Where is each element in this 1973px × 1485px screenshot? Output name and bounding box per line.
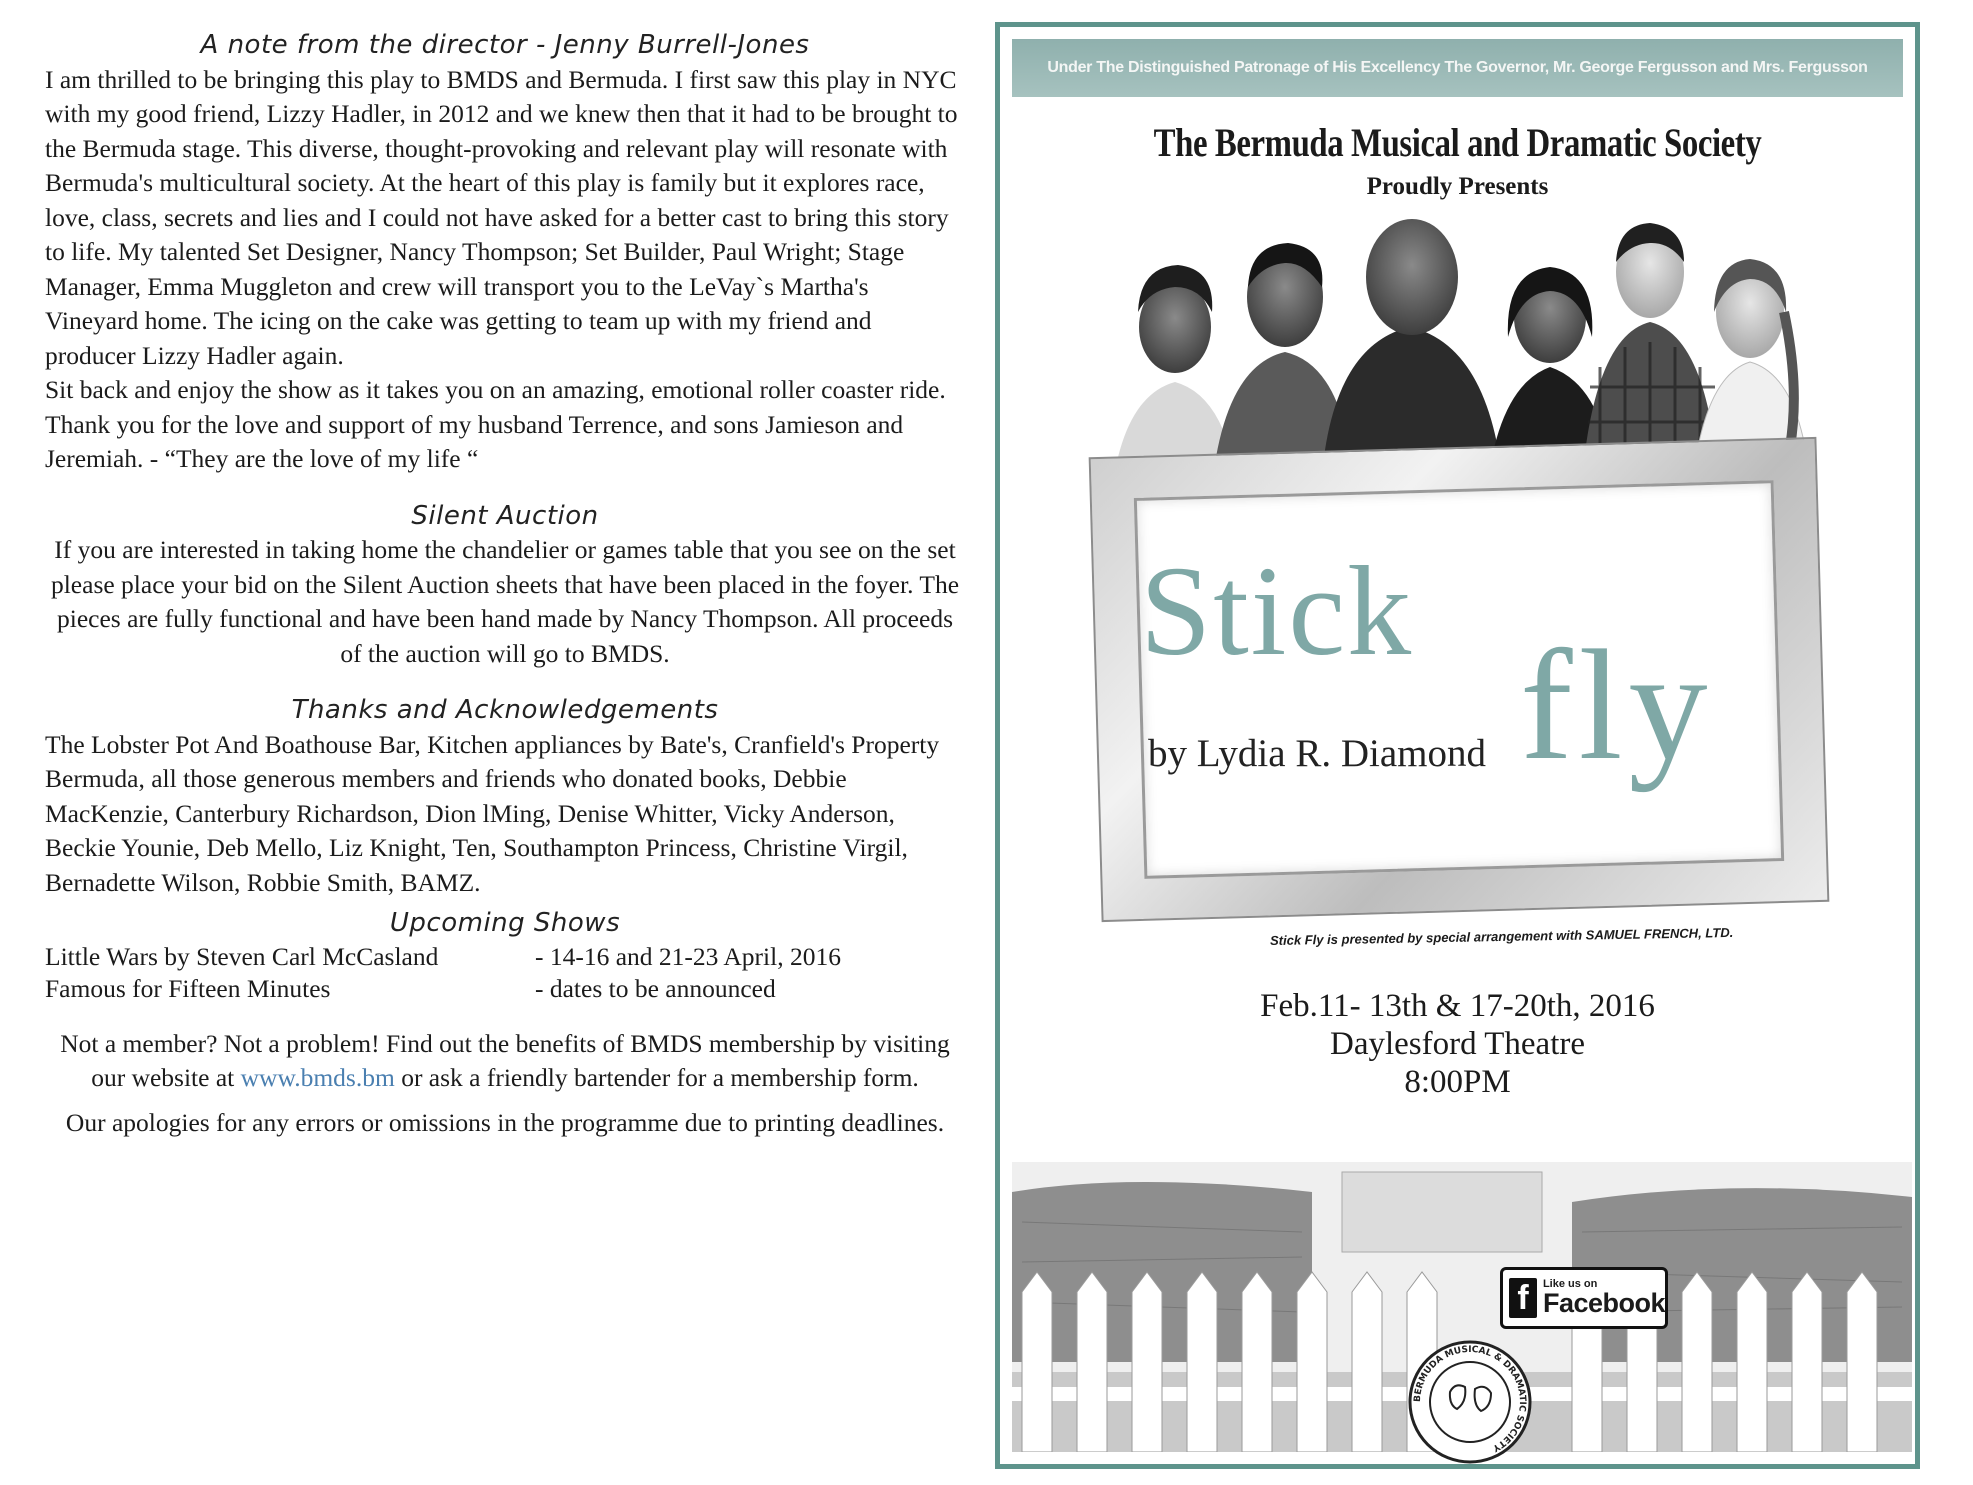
upcoming-dates: - dates to be announced	[535, 973, 776, 1003]
left-panel	[45, 28, 965, 1140]
membership-before: Not a member? Not a problem! Find out the benefits of BMDS membership by visiting our website at	[60, 1028, 950, 1092]
society-name: The Bermuda Musical and Dramatic Society	[1153, 120, 1762, 165]
show-details	[1000, 987, 1915, 1101]
upcoming-list	[45, 941, 965, 1005]
director-heading: A note from the director - Jenny Burrell-Jones	[200, 30, 810, 60]
website-link[interactable]: www.bmds.bm	[240, 1063, 395, 1092]
apology-text: Our apologies for any errors or omissions in the programme due to printing deadlines.	[65, 1107, 945, 1137]
director-note-p3: Thank you for the love and support of my husband Terrence, and sons Jamieson and Jeremiah. - “They are the love of my life “	[45, 409, 904, 473]
venue-name: Daylesford Theatre	[1329, 1026, 1586, 1062]
title-fly: fly	[1520, 618, 1714, 793]
patronage-banner: Under The Distinguished Patronage of His Excellency The Governor, Mr. George Fergusson and Mrs. Fergusson	[1012, 39, 1903, 97]
auction-heading: Silent Auction	[411, 500, 599, 531]
svg-text:BERMUDA MUSICAL & DRAMATIC SOC: BERMUDA MUSICAL & DRAMATIC SOCIETY	[1412, 1344, 1528, 1453]
show-dates: Feb.11- 13th & 17-20th, 2016	[1260, 988, 1655, 1024]
facebook-like-text: Like us on	[1542, 1278, 1598, 1290]
thanks-heading: Thanks and Acknowledgements	[291, 695, 719, 725]
playwright-byline: by Lydia R. Diamond	[1148, 732, 1486, 775]
cover-panel	[995, 22, 1920, 1469]
society-seal-logo	[1405, 1337, 1535, 1467]
director-note-p2: Sit back and enjoy the show as it takes you on an amazing, emotional roller coaster ride.	[45, 375, 946, 404]
membership-text	[45, 1027, 965, 1096]
membership-after: or ask a friendly bartender for a membership form.	[394, 1063, 919, 1092]
show-time: 8:00PM	[1404, 1064, 1511, 1100]
upcoming-heading: Upcoming Shows	[389, 908, 621, 938]
upcoming-title: Famous for Fifteen Minutes	[45, 973, 331, 1003]
auction-text: If you are interested in taking home the chandelier or games table that you see on the set please place your bid on the Silent Auction sheets that have been placed in the foyer. The pieces are fully functional and have been hand made by Nancy Thompson. All proceeds of the auction will go to BMDS.	[50, 535, 960, 668]
facebook-name: Facebook	[1542, 1288, 1665, 1318]
proudly-presents: Proudly Presents	[1366, 173, 1549, 200]
arrangement-note: Stick Fly is presented by special arrangement with SAMUEL FRENCH, LTD.	[1269, 924, 1734, 949]
director-note-p1: I am thrilled to be bringing this play to BMDS and Bermuda. I first saw this play in NYC with my good friend, Lizzy Hadler, in 2012 and we knew then that it had to be brought to the Bermuda stage. This diverse, thought-provoking and relevant play will resonate with Bermuda's multicultural society. At the heart of this play is family but it explores race, love, class, secrets and lies and I could not have asked for a better cast to bring this story to life. My talented Set Designer, Nancy Thompson; Set Builder, Paul Wright; Stage Manager, Emma Muggleton and crew will transport you to the LeVay`s Martha's Vineyard home. The icing on the cake was getting to team up with my friend and producer Lizzy Hadler again.	[45, 64, 958, 370]
upcoming-title: Little Wars by Steven Carl McCasland	[45, 941, 439, 971]
facebook-badge[interactable]	[1500, 1267, 1668, 1329]
thanks-text: The Lobster Pot And Boathouse Bar, Kitchen appliances by Bate's, Cranfield's Property Bermuda, all those generous members and friends who donated books, Debbie MacKenzie, Canterbury Richardson, Dion lMing, Denise Whitter, Vicky Anderson, Beckie Younie, Deb Mello, Liz Knight, Ten, Southampton Princess, Christine Virgil, Bernadette Wilson, Robbie Smith, BAMZ.	[45, 729, 940, 897]
upcoming-dates: - 14-16 and 21-23 April, 2016	[535, 941, 841, 971]
facebook-icon: f	[1509, 1278, 1537, 1318]
title-stick: Stick	[1140, 540, 1414, 682]
